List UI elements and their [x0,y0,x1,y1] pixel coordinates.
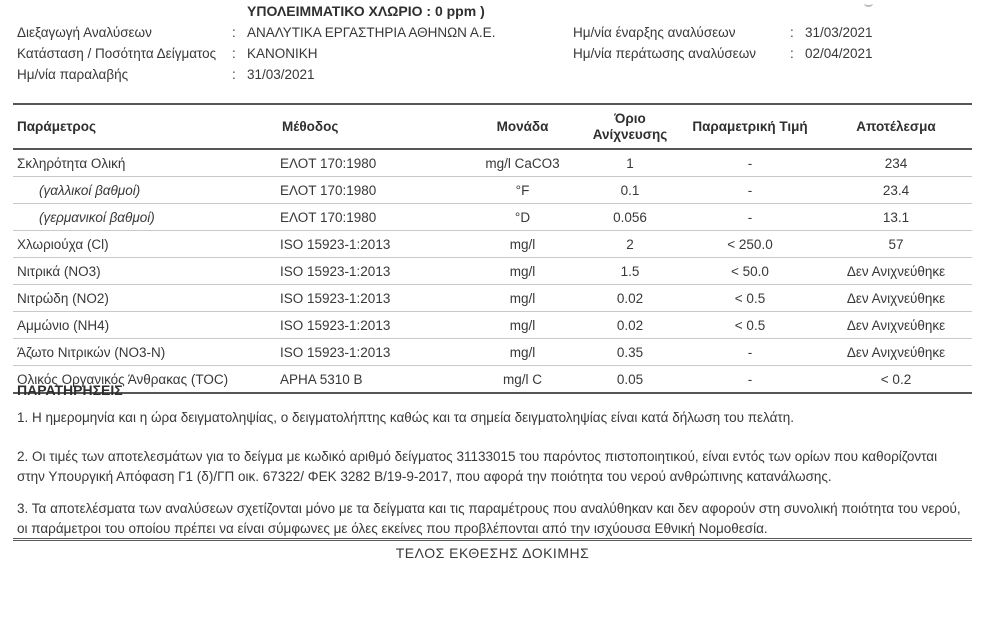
field-label: Ημ/νία παραλαβής [17,67,129,82]
note-item-1: 1. Η ημερομηνία και η ώρα δειγματοληψίας, ο δειγματολήπτης καθώς και τα σημεία δειγματοληψίας είναι κατά δήλωση του πελάτη. [17,410,794,425]
results-table-header [13,104,972,149]
parameter-cell: (γερμανικοί βαθμοί) [13,204,278,231]
result-cell: Δεν Ανιχνεύθηκε [820,312,972,339]
detection-limit-cell: 0.05 [580,366,680,394]
unit-cell: mg/l [465,285,580,312]
note-item-2: 2. Οι τιμές των αποτελεσμάτων για το δείγμα με κωδικό αριθμό δείγματος 31133015 του παρόντος πιστοποιητικού, είναι εντός των ορίων που καθορίζονται στην Υπουργική Απόφαση Γ1 (δ)/ΓΠ οικ. 67322/ ΦΕΚ 3282 Β/19-9-2017, που αφορά την ποιότητα του νερού ανθρώπινης κατανάλωσης. [17,449,938,484]
parametric-value-cell: - [680,204,820,231]
result-cell: 23.4 [820,177,972,204]
parametric-value-cell: < 0.5 [680,312,820,339]
field-colon: : [232,25,236,40]
table-row [13,177,972,204]
parameter-cell: (γαλλικοί βαθμοί) [13,177,278,204]
method-cell: ΕΛΟΤ 170:1980 [280,155,377,171]
result-cell: Δεν Ανιχνεύθηκε [820,285,972,312]
result-cell: < 0.2 [820,366,972,394]
field-analysis-end-date [573,43,873,64]
parameter-cell: Άζωτο Νιτρικών (NO3-N) [13,339,278,366]
method-cell: ΕΛΟΤ 170:1980 [278,204,465,231]
parameter-cell: Ολικός Οργανικός Άνθρακας (TOC) [13,366,278,394]
column-header-method: Μέθοδος [278,104,465,149]
field-label: Ημ/νία έναρξης αναλύσεων [573,25,736,40]
header-fields-left [17,22,495,85]
column-header-parametric-value: Παραμετρική Τιμή [680,104,820,149]
field-analysis-start-date [573,22,873,43]
field-value: 31/03/2021 [247,67,315,82]
result-cell: 13.1 [820,204,972,231]
detection-limit-cell: 0.35 [580,339,680,366]
field-colon: : [790,46,794,61]
table-row [13,339,972,366]
result-cell: Δεν Ανιχνεύθηκε [820,339,972,366]
field-receipt-date [17,64,495,85]
field-label: Κατάσταση / Ποσότητα Δείγματος [17,46,217,61]
method-cell: ΕΛΟΤ 170:1980 [278,177,465,204]
field-label: Ημ/νία περάτωσης αναλύσεων [573,46,756,61]
column-header-result: Αποτέλεσμα [820,104,972,149]
unit-cell: °D [465,204,580,231]
field-colon: : [232,67,236,82]
table-row [13,366,972,394]
end-of-report-rule [13,538,972,541]
field-analysis-conducted-by [17,22,495,43]
notes-title: ΠΑΡΑΤΗΡΗΣΕΙΣ [17,382,123,398]
detection-limit-cell: 0.02 [580,312,680,339]
detection-limit-cell: 2 [580,231,680,258]
detection-limit-cell: 0.056 [580,204,680,231]
header-fields-right [573,22,873,64]
unit-cell: mg/l CaCO3 [485,155,560,171]
unit-cell: mg/l C [465,366,580,394]
method-cell: ISO 15923-1:2013 [278,285,465,312]
parametric-value-cell: - [680,339,820,366]
detection-limit-cell: 1.5 [580,258,680,285]
residual-chlorine-title: ΥΠΟΛΕΙΜΜΑΤΙΚΟ ΧΛΩΡΙΟ : 0 ppm ) [247,3,485,19]
method-cell: ISO 15923-1:2013 [278,231,465,258]
table-row [13,231,972,258]
unit-cell: mg/l [465,312,580,339]
note-item-3: 3. Τα αποτελέσματα των αναλύσεων σχετίζονται μόνο με τα δείγματα και τις παραμέτρους που αναλύθηκαν και δεν αφορούν στη συνολική ποιότητα του νερού, οι παράμετροι του οποίου πρέπει να είναι σύμφωνες με όλες εκείνες που προβλέπονται από την ισχύουσα Εθνική Νομοθεσία. [17,501,961,536]
parameter-cell: Αμμώνιο (NH4) [13,312,278,339]
parameter-cell: Νιτρικά (NO3) [13,258,278,285]
results-table-body [13,149,972,393]
results-table [13,103,972,394]
table-row [13,204,972,231]
parameter-cell: Χλωριούχα (Cl) [13,231,278,258]
unit-cell: °F [465,177,580,204]
field-label: Διεξαγωγή Αναλύσεων [17,25,152,40]
end-of-report-text: ΤΕΛΟΣ ΕΚΘΕΣΗΣ ΔΟΚΙΜΗΣ [395,545,590,561]
table-row [13,285,972,312]
detection-limit-cell: 0.1 [580,177,680,204]
parameter-cell: Σκληρότητα Ολική [17,155,126,171]
parametric-value-cell: < 50.0 [680,258,820,285]
parameter-cell: Νιτρώδη (NO2) [13,285,278,312]
parametric-value-cell: < 250.0 [680,231,820,258]
table-row [13,258,972,285]
parametric-value-cell: - [747,155,753,171]
field-colon: : [232,46,236,61]
column-header-detection-limit: Όριο Ανίχνευσης [580,104,680,149]
method-cell: ISO 15923-1:2013 [278,258,465,285]
table-row [13,149,972,177]
method-cell: ISO 15923-1:2013 [278,312,465,339]
field-value: 31/03/2021 [805,25,873,40]
scan-artifact [864,0,873,7]
result-cell: Δεν Ανιχνεύθηκε [820,258,972,285]
detection-limit-cell: 0.02 [580,285,680,312]
result-cell: 57 [820,231,972,258]
parametric-value-cell: < 0.5 [680,285,820,312]
result-cell: 234 [884,155,908,171]
unit-cell: mg/l [465,339,580,366]
method-cell: APHA 5310 B [278,366,465,394]
field-value: ΚΑΝΟΝΙΚΗ [247,46,318,61]
unit-cell: mg/l [465,258,580,285]
detection-limit-cell: 1 [626,155,634,171]
parametric-value-cell: - [680,177,820,204]
parametric-value-cell: - [680,366,820,394]
column-header-unit: Μονάδα [465,104,580,149]
field-value: 02/04/2021 [805,46,873,61]
field-colon: : [790,25,794,40]
field-value: ΑΝΑΛΥΤΙΚΑ ΕΡΓΑΣΤΗΡΙΑ ΑΘΗΝΩΝ Α.Ε. [247,25,496,40]
unit-cell: mg/l [465,231,580,258]
field-sample-condition [17,43,495,64]
method-cell: ISO 15923-1:2013 [278,339,465,366]
table-row [13,312,972,339]
column-header-parameter: Παράμετρος [13,104,278,149]
